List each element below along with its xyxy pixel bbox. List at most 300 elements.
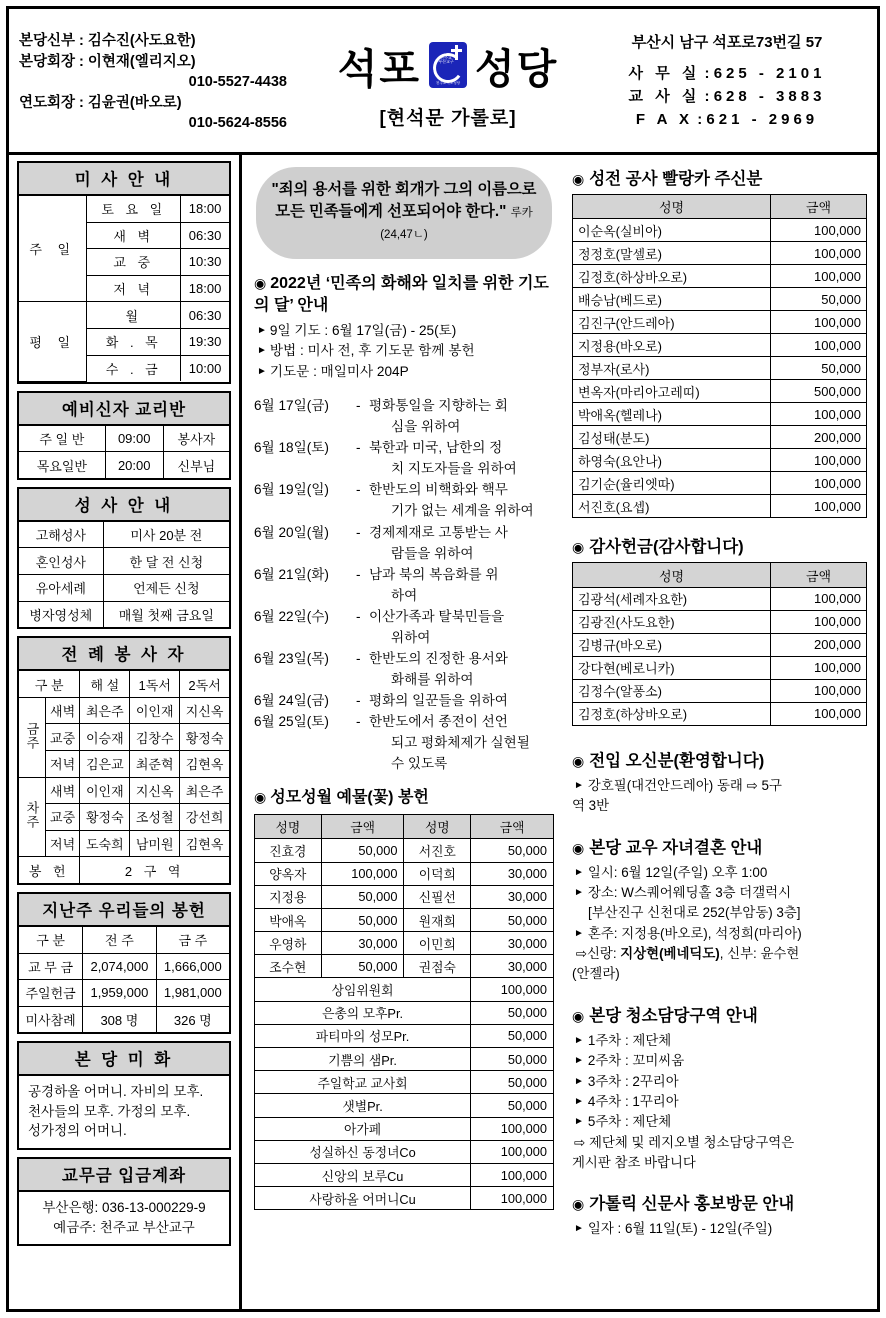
cleaning-item-text: 4주차 : 1꾸리아 bbox=[587, 1093, 679, 1109]
table-row bbox=[255, 885, 554, 908]
table-row bbox=[19, 302, 229, 329]
header-title-block bbox=[309, 15, 587, 150]
arrow-icon: ► bbox=[574, 1055, 584, 1067]
mass-schedule-title: 미 사 안 내 bbox=[19, 163, 229, 196]
bullet-icon: ◉ bbox=[572, 1196, 585, 1213]
mass-schedule-box bbox=[17, 161, 231, 384]
donor-amount: 100,000 bbox=[771, 610, 867, 633]
wedding-couple-prefix: 신랑: bbox=[586, 946, 621, 961]
quote-text: "죄의 용서를 위한 회개가 그의 이름으로 모든 민족들에게 선포되어야 한다." bbox=[271, 181, 537, 221]
table-row bbox=[573, 610, 867, 633]
donor-name: 강다현(베로니카) bbox=[573, 656, 771, 679]
offering-row-label: 미사참례 bbox=[19, 1006, 83, 1032]
last-week-offering-table bbox=[19, 927, 229, 1032]
offering-header-prev: 전 주 bbox=[83, 927, 156, 953]
liturgy-offering-value: 2 구 역 bbox=[80, 857, 229, 883]
table-row bbox=[573, 656, 867, 679]
cleaning-heading bbox=[572, 1002, 867, 1026]
wedding-heading-text: 본당 교우 자녀결혼 안내 bbox=[589, 838, 763, 857]
mass-label: 화 . 목 bbox=[87, 328, 181, 355]
bullet-icon: ◉ bbox=[572, 539, 585, 556]
prayer-line3: 수 있도록 bbox=[391, 756, 448, 772]
mass-label: 교 중 bbox=[87, 249, 181, 276]
arrow-icon: ► bbox=[257, 324, 267, 336]
prayer-dash: - bbox=[356, 608, 361, 624]
donor-amount: 100,000 bbox=[771, 403, 867, 426]
table-row bbox=[19, 196, 229, 222]
prayer-line1: 한반도의 진정한 용서와 bbox=[369, 650, 508, 666]
mass-label: 토 요 일 bbox=[87, 196, 181, 222]
newspaper-date-text: 일자 : 6월 11일(토) - 12일(주일) bbox=[587, 1221, 773, 1237]
parish-beautify-text bbox=[19, 1076, 229, 1148]
wedding-couple-suffix: , 신부: 윤수현 bbox=[719, 946, 800, 961]
prayer-month-heading-text: 2022년 ‘민족의 화해와 일치를 위한 기도의 달’ 안내 bbox=[254, 274, 549, 315]
catechumen-box bbox=[17, 391, 231, 480]
table-row bbox=[19, 724, 229, 751]
cleaning-item-text: 1주차 : 제단체 bbox=[587, 1032, 672, 1048]
sacrament-name: 유아세례 bbox=[19, 575, 103, 602]
wedding-datetime bbox=[572, 863, 867, 883]
group-name: 신앙의 보루Cu bbox=[255, 1163, 471, 1186]
table-row bbox=[19, 953, 229, 980]
liturgy-commentator: 도숙희 bbox=[80, 830, 130, 857]
cleaning-item bbox=[572, 1051, 867, 1071]
catechumen-teacher: 봉사자 bbox=[163, 426, 229, 452]
group-name: 상임위원회 bbox=[255, 978, 471, 1001]
prayer-line2: 심을 위하여 bbox=[391, 419, 461, 435]
liturgy-commentator: 이인재 bbox=[80, 777, 130, 804]
catechumen-class: 목요일반 bbox=[19, 452, 105, 478]
liturgy-reader1: 남미원 bbox=[130, 830, 180, 857]
offering-header-curr: 금 주 bbox=[156, 927, 229, 953]
priest-line: 본당신부 : 김수진(사도요한) bbox=[19, 33, 196, 50]
liturgy-header-reading1: 1독서 bbox=[130, 671, 180, 697]
prayer-schedule-item bbox=[254, 564, 554, 606]
donor-name: 진효경 bbox=[255, 839, 322, 862]
table-row bbox=[255, 978, 554, 1001]
liturgy-header-division: 구 분 bbox=[19, 671, 80, 697]
prayer-dash: - bbox=[356, 524, 361, 540]
arrow-icon: ► bbox=[574, 1116, 584, 1128]
prayer-bullet bbox=[254, 341, 554, 361]
liturgy-time: 새벽 bbox=[45, 697, 80, 724]
donor-name: 김광진(사도요한) bbox=[573, 610, 771, 633]
prayer-line1: 북한과 미국, 남한의 정 bbox=[369, 440, 503, 456]
classroom-phone-label: 교 사 실 bbox=[628, 87, 701, 105]
prayer-month-heading bbox=[254, 273, 554, 318]
group-amount: 100,000 bbox=[471, 1187, 554, 1210]
parish-beautify-box bbox=[17, 1041, 231, 1150]
table-row bbox=[255, 1001, 554, 1024]
donor-amount: 100,000 bbox=[771, 679, 867, 702]
group-amount: 100,000 bbox=[471, 978, 554, 1001]
yeondo-chairman-line: 연도회장 : 김윤권(바오로) bbox=[19, 94, 182, 111]
group-amount: 50,000 bbox=[471, 1048, 554, 1071]
table-row bbox=[19, 671, 229, 697]
group-amount: 50,000 bbox=[471, 1071, 554, 1094]
wedding-host-text: 혼주: 지정용(바오로), 석정희(마리아) bbox=[587, 925, 802, 941]
arrow-icon: ► bbox=[574, 1223, 584, 1235]
table-row bbox=[255, 1140, 554, 1163]
cleaning-note bbox=[572, 1133, 867, 1153]
table-row bbox=[19, 426, 229, 452]
table-row bbox=[255, 1071, 554, 1094]
beautify-line: 공경하올 어머니. 자비의 모후. bbox=[28, 1084, 204, 1100]
prayer-intention bbox=[369, 395, 554, 437]
prayer-intention bbox=[369, 564, 554, 606]
table-row bbox=[19, 927, 229, 953]
construction-heading-text: 성전 공사 빨랑카 주신분 bbox=[589, 170, 763, 188]
spacer bbox=[572, 730, 867, 743]
offering-row-label: 주일헌금 bbox=[19, 980, 83, 1007]
donor-name: 박애옥 bbox=[255, 908, 322, 931]
newcomer-entry bbox=[572, 776, 867, 796]
prayer-intention bbox=[369, 479, 554, 521]
mass-time: 18:00 bbox=[181, 275, 229, 302]
prayer-line1: 남과 북의 복음화를 위 bbox=[369, 566, 499, 582]
liturgy-reader1: 지신옥 bbox=[130, 777, 180, 804]
donor-name: 박애옥(헬레나) bbox=[573, 403, 771, 426]
donor-name: 서진호(요셉) bbox=[573, 495, 771, 518]
arrow-icon: ► bbox=[574, 1075, 584, 1087]
table-row bbox=[573, 242, 867, 265]
fax-number bbox=[587, 108, 867, 131]
group-amount: 50,000 bbox=[471, 1024, 554, 1047]
prayer-date: 6월 25일(토) bbox=[254, 714, 329, 730]
prayer-line2: 되고 평화체제가 실현될 bbox=[391, 735, 530, 751]
sacrament-table bbox=[19, 522, 229, 627]
flower-header-amount1: 금액 bbox=[321, 814, 404, 838]
donor-amount: 30,000 bbox=[471, 955, 554, 978]
donor-amount: 50,000 bbox=[471, 908, 554, 931]
table-row bbox=[573, 311, 867, 334]
group-amount: 50,000 bbox=[471, 1001, 554, 1024]
liturgy-header-commentary: 해 설 bbox=[80, 671, 130, 697]
classroom-phone-value: 628 - 3883 bbox=[713, 87, 826, 105]
prayer-dash: - bbox=[356, 566, 361, 582]
construction-header-name: 성명 bbox=[573, 195, 771, 219]
mass-time: 18:00 bbox=[181, 196, 229, 222]
liturgy-servers-table bbox=[19, 671, 229, 883]
prayer-dash: - bbox=[356, 693, 361, 708]
donor-name: 정정호(말셀로) bbox=[573, 242, 771, 265]
spacer bbox=[572, 522, 867, 529]
liturgy-reader2: 황정숙 bbox=[180, 724, 229, 751]
table-row bbox=[19, 548, 229, 575]
title-right-word: 성당 bbox=[475, 45, 559, 92]
table-row bbox=[19, 522, 229, 548]
newcomers-heading bbox=[572, 747, 867, 771]
sacrament-box bbox=[17, 487, 231, 629]
yeondo-chairman-phone: 010-5624-8556 bbox=[188, 115, 287, 132]
account-holder-line: 예금주: 천주교 부산교구 bbox=[53, 1219, 195, 1235]
liturgy-time: 새벽 bbox=[45, 777, 80, 804]
construction-heading bbox=[572, 165, 867, 189]
mass-time: 06:30 bbox=[181, 302, 229, 329]
last-week-offering-title: 지난주 우리들의 봉헌 bbox=[19, 894, 229, 927]
group-name: 샛별Pr. bbox=[255, 1094, 471, 1117]
prayer-schedule-item bbox=[254, 437, 554, 479]
parish-subtitle: [현석문 가롤로] bbox=[379, 107, 517, 129]
donor-name: 김병규(바오로) bbox=[573, 633, 771, 656]
prayer-bullet-text: 기도문 : 매일미사 204P bbox=[269, 363, 409, 379]
logo-top-text: 천주교 부산교구 bbox=[438, 55, 454, 65]
table-row bbox=[19, 601, 229, 627]
arrow-icon: ► bbox=[574, 1095, 584, 1107]
prayer-date: 6월 17일(금) bbox=[254, 398, 329, 414]
table-row bbox=[573, 633, 867, 656]
bulletin-body bbox=[9, 155, 877, 1309]
liturgy-week-this: 금주 bbox=[19, 697, 45, 777]
prayer-bullet-text: 방법 : 미사 전, 후 기도문 함께 봉헌 bbox=[269, 343, 475, 359]
table-row bbox=[573, 679, 867, 702]
offering-prev-value: 1,959,000 bbox=[83, 980, 156, 1007]
chairman-phone: 010-5527-4438 bbox=[188, 74, 287, 91]
group-amount: 50,000 bbox=[471, 1094, 554, 1117]
donor-amount: 100,000 bbox=[771, 311, 867, 334]
outer-frame bbox=[6, 6, 880, 1312]
donor-amount: 50,000 bbox=[471, 839, 554, 862]
bank-account-box bbox=[17, 1157, 231, 1246]
liturgy-servers-title: 전 례 봉 사 자 bbox=[19, 638, 229, 671]
liturgy-reader2: 강선희 bbox=[180, 804, 229, 831]
office-phone-label: 사 무 실 bbox=[628, 64, 701, 82]
donor-amount: 100,000 bbox=[771, 656, 867, 679]
arrow-icon: ► bbox=[574, 866, 584, 878]
table-header-row bbox=[573, 563, 867, 587]
spacer bbox=[572, 1173, 867, 1186]
liturgy-time: 교중 bbox=[45, 804, 80, 831]
bullet-icon: ◉ bbox=[572, 752, 585, 769]
parish-logo bbox=[427, 40, 469, 90]
table-row bbox=[255, 1024, 554, 1047]
fax-sep: : bbox=[697, 110, 707, 128]
catechumen-time: 09:00 bbox=[105, 426, 163, 452]
donor-name: 지정용(바오로) bbox=[573, 334, 771, 357]
group-name: 기쁨의 샘Pr. bbox=[255, 1048, 471, 1071]
prayer-bullet bbox=[254, 321, 554, 341]
table-row bbox=[19, 452, 229, 478]
mass-group-sunday: 주 일 bbox=[19, 196, 87, 302]
newcomers-heading-text: 전입 오신분(환영합니다) bbox=[589, 751, 765, 770]
mass-time: 10:00 bbox=[181, 355, 229, 381]
offering-prev-value: 308 명 bbox=[83, 1006, 156, 1032]
sacrament-info: 한 달 전 신청 bbox=[103, 548, 229, 575]
table-row bbox=[255, 862, 554, 885]
table-row bbox=[573, 702, 867, 725]
prayer-dash: - bbox=[356, 482, 361, 498]
table-row bbox=[19, 804, 229, 831]
prayer-intention bbox=[369, 711, 554, 774]
mass-time: 19:30 bbox=[181, 328, 229, 355]
prayer-dash: - bbox=[356, 398, 361, 414]
bank-account-text bbox=[19, 1192, 229, 1244]
parish-beautify-title: 본 당 미 화 bbox=[19, 1043, 229, 1076]
bank-name-line: 부산은행: 036-13-000229-9 bbox=[42, 1200, 206, 1216]
donor-amount: 100,000 bbox=[771, 472, 867, 495]
donor-amount: 100,000 bbox=[321, 862, 404, 885]
donor-name: 김정호(하상바오로) bbox=[573, 702, 771, 725]
donor-amount: 30,000 bbox=[471, 862, 554, 885]
table-row bbox=[573, 219, 867, 242]
prayer-schedule-item bbox=[254, 395, 554, 437]
beautify-line: 천사들의 모후. 가정의 모후. bbox=[28, 1103, 191, 1119]
mass-schedule-table bbox=[19, 196, 229, 382]
liturgy-reader2: 김현옥 bbox=[180, 830, 229, 857]
donor-name: 김정수(알퐁소) bbox=[573, 679, 771, 702]
cleaning-note-line1: 제단체 및 레지오별 청소담당구역은 bbox=[588, 1134, 795, 1150]
prayer-line1: 평화의 일꾼들을 위하여 bbox=[369, 693, 508, 708]
prayer-dash: - bbox=[356, 714, 361, 730]
liturgy-reader2: 김현옥 bbox=[180, 751, 229, 778]
spacer bbox=[254, 774, 554, 787]
table-row bbox=[573, 587, 867, 610]
table-row bbox=[573, 495, 867, 518]
office-phone-value: 625 - 2101 bbox=[713, 64, 826, 82]
liturgy-reader1: 조성철 bbox=[130, 804, 180, 831]
prayer-date: 6월 20일(월) bbox=[254, 524, 329, 540]
arrow-icon: ► bbox=[574, 1034, 584, 1046]
donor-name: 배승남(베드로) bbox=[573, 288, 771, 311]
donor-amount: 50,000 bbox=[321, 908, 404, 931]
group-amount: 100,000 bbox=[471, 1117, 554, 1140]
newspaper-date bbox=[572, 1219, 867, 1239]
arrow-icon: ► bbox=[574, 779, 584, 791]
donor-amount: 200,000 bbox=[771, 633, 867, 656]
prayer-date: 6월 21일(화) bbox=[254, 566, 329, 582]
table-row bbox=[573, 426, 867, 449]
liturgy-week-next: 차주 bbox=[19, 777, 45, 857]
donor-amount: 200,000 bbox=[771, 426, 867, 449]
group-amount: 100,000 bbox=[471, 1140, 554, 1163]
cleaning-item-text: 3주차 : 2꾸리아 bbox=[587, 1073, 679, 1089]
donor-name: 김기순(율리엣따) bbox=[573, 472, 771, 495]
table-row bbox=[19, 830, 229, 857]
bullet-icon: ◉ bbox=[572, 839, 585, 856]
mass-group-weekday: 평 일 bbox=[19, 302, 87, 381]
office-phone bbox=[587, 62, 867, 85]
prayer-intention bbox=[369, 606, 554, 648]
liturgy-offering-label: 봉 헌 bbox=[19, 857, 80, 883]
group-name: 성실하신 동정녀Co bbox=[255, 1140, 471, 1163]
table-row bbox=[255, 1117, 554, 1140]
prayer-date: 6월 23일(목) bbox=[254, 650, 329, 666]
wedding-host bbox=[572, 924, 867, 944]
wedding-couple bbox=[572, 944, 867, 964]
liturgy-commentator: 이승재 bbox=[80, 724, 130, 751]
donor-name: 서진호 bbox=[404, 839, 471, 862]
donor-name: 이덕희 bbox=[404, 862, 471, 885]
construction-donors-table bbox=[572, 194, 867, 518]
table-row bbox=[255, 839, 554, 862]
sacrament-info: 미사 20분 전 bbox=[103, 522, 229, 548]
table-row bbox=[573, 380, 867, 403]
prayer-schedule-item bbox=[254, 648, 554, 690]
bride-saint-name: (안젤라) bbox=[572, 966, 620, 982]
classroom-phone bbox=[587, 85, 867, 108]
flower-offering-heading-text: 성모성월 예물(꽃) 봉헌 bbox=[270, 789, 429, 807]
thanks-offering-heading-text: 감사헌금(감사합니다) bbox=[589, 538, 744, 557]
prayer-intention bbox=[369, 437, 554, 479]
cleaning-note-line2: 게시판 참조 바랍니다 bbox=[572, 1155, 696, 1170]
fax-value: 621 - 2969 bbox=[706, 110, 819, 128]
prayer-dash: - bbox=[356, 440, 361, 456]
donor-name: 이민희 bbox=[404, 932, 471, 955]
newspaper-heading bbox=[572, 1190, 867, 1214]
prayer-intention bbox=[369, 648, 554, 690]
prayer-line1: 한반도에서 종전이 선언 bbox=[369, 714, 508, 730]
table-row bbox=[19, 1006, 229, 1032]
catechumen-time: 20:00 bbox=[105, 452, 163, 478]
prayer-line2: 람들을 위하여 bbox=[391, 545, 474, 561]
parish-address: 부산시 남구 석포로73번길 57 bbox=[631, 33, 823, 51]
cleaning-item-text: 2주차 : 꼬미씨움 bbox=[587, 1053, 685, 1069]
group-name: 주일학교 교사회 bbox=[255, 1071, 471, 1094]
prayer-schedule-item bbox=[254, 479, 554, 521]
thanks-offering-table bbox=[572, 562, 867, 725]
donor-name: 김성태(분도) bbox=[573, 426, 771, 449]
scripture-quote bbox=[256, 167, 552, 259]
prayer-schedule-item bbox=[254, 690, 554, 711]
logo-bottom-text: 천주교석포성당 bbox=[435, 81, 461, 85]
sacrament-title: 성 사 안 내 bbox=[19, 489, 229, 522]
donor-amount: 100,000 bbox=[771, 449, 867, 472]
donor-name: 권점숙 bbox=[404, 955, 471, 978]
table-row bbox=[573, 265, 867, 288]
table-row bbox=[573, 449, 867, 472]
donor-amount: 50,000 bbox=[321, 885, 404, 908]
title-row bbox=[338, 36, 558, 95]
cleaning-heading-text: 본당 청소담당구역 안내 bbox=[589, 1006, 758, 1025]
catechumen-table bbox=[19, 426, 229, 478]
arrow-icon: ► bbox=[257, 345, 267, 357]
thanks-header-amount: 금액 bbox=[771, 563, 867, 587]
donor-amount: 500,000 bbox=[771, 380, 867, 403]
liturgy-header-reading2: 2독서 bbox=[180, 671, 229, 697]
donor-amount: 100,000 bbox=[771, 587, 867, 610]
offering-row-label: 교 무 금 bbox=[19, 953, 83, 980]
mass-time: 10:30 bbox=[181, 249, 229, 276]
donor-name: 김정호(하상바오로) bbox=[573, 265, 771, 288]
prayer-date: 6월 22일(수) bbox=[254, 608, 329, 624]
donor-name: 우영하 bbox=[255, 932, 322, 955]
liturgy-reader2: 지신옥 bbox=[180, 697, 229, 724]
table-row bbox=[573, 357, 867, 380]
donor-name: 양옥자 bbox=[255, 862, 322, 885]
prayer-line2: 하여 bbox=[391, 587, 418, 603]
last-week-offering-box bbox=[17, 892, 231, 1034]
donor-amount: 100,000 bbox=[771, 702, 867, 725]
prayer-line1: 한반도의 비핵화와 핵무 bbox=[369, 482, 508, 498]
sacrament-info: 매월 첫째 금요일 bbox=[103, 601, 229, 627]
thanks-offering-heading bbox=[572, 533, 867, 557]
flower-header-name2: 성명 bbox=[404, 814, 471, 838]
table-row bbox=[19, 777, 229, 804]
flower-header-amount2: 금액 bbox=[471, 814, 554, 838]
wedding-heading bbox=[572, 834, 867, 858]
donor-amount: 50,000 bbox=[771, 288, 867, 311]
table-header-row bbox=[573, 195, 867, 219]
prayer-schedule-list bbox=[254, 395, 554, 774]
table-header-row bbox=[255, 814, 554, 838]
arrow-icon: ► bbox=[574, 886, 584, 898]
chairman-line: 본당회장 : 이현재(엘리지오) bbox=[19, 53, 196, 70]
donor-name: 하영숙(요안나) bbox=[573, 449, 771, 472]
group-name: 은총의 모후Pr. bbox=[255, 1001, 471, 1024]
mass-label: 저 녁 bbox=[87, 275, 181, 302]
donor-name: 김진구(안드레아) bbox=[573, 311, 771, 334]
table-row bbox=[19, 575, 229, 602]
